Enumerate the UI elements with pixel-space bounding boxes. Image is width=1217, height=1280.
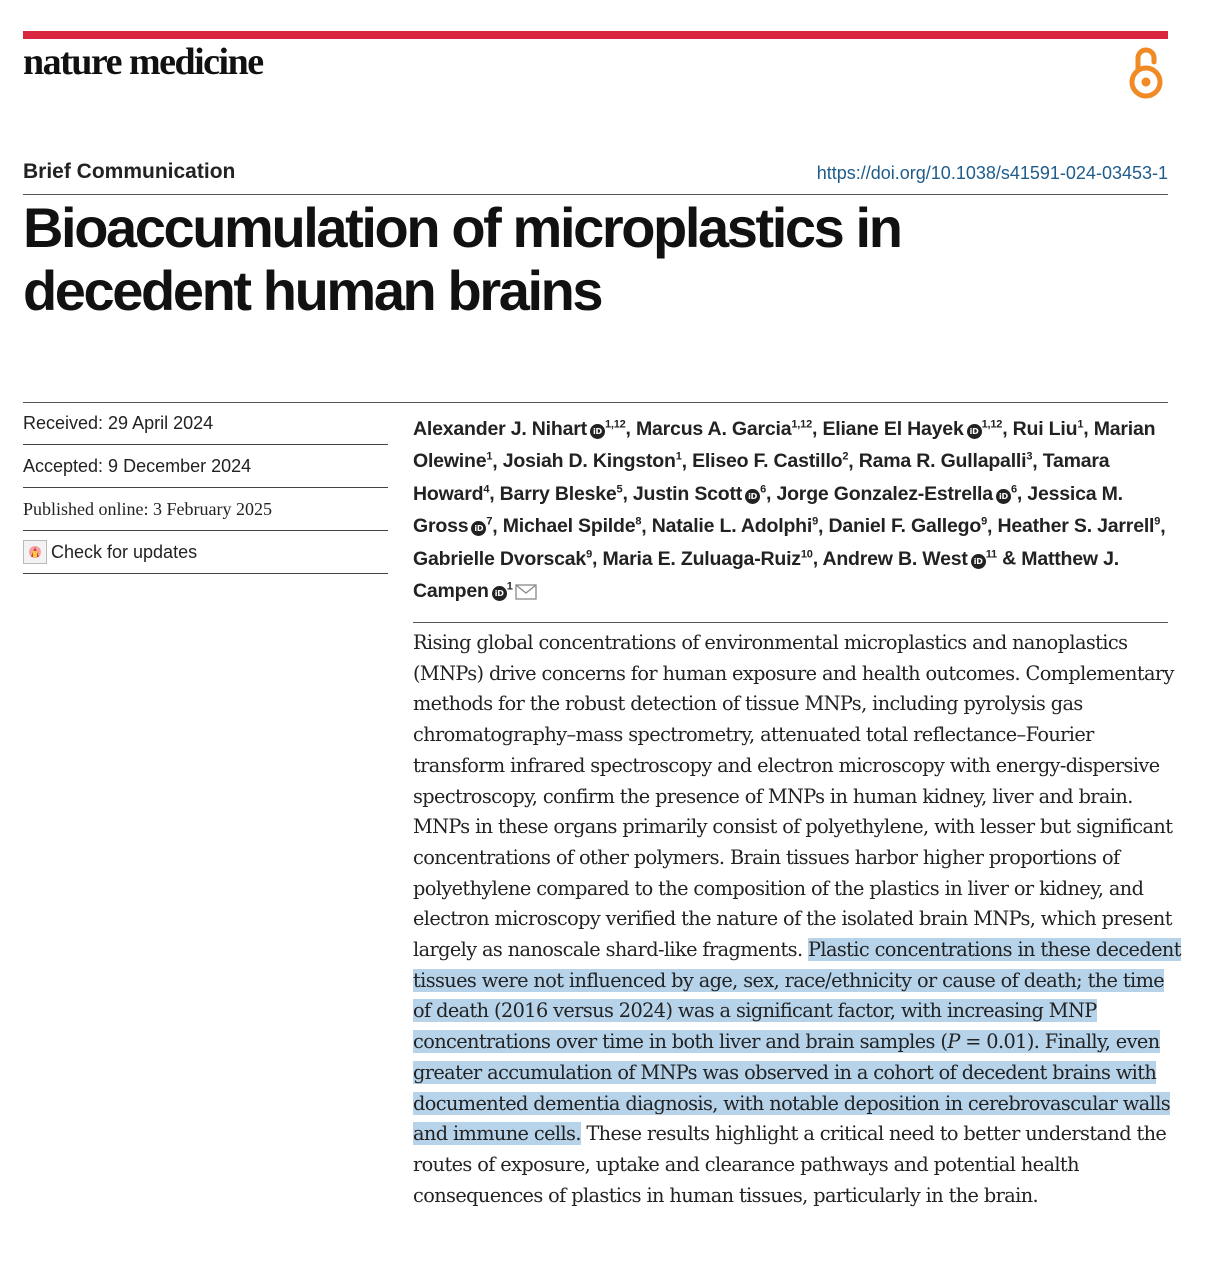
header-accent-bar bbox=[23, 31, 1168, 39]
orcid-icon[interactable]: iD bbox=[471, 521, 486, 536]
author-item bbox=[1013, 418, 1084, 440]
article-type: Brief Communication bbox=[23, 160, 236, 183]
author-name[interactable]: Alexander J. Nihart bbox=[413, 417, 587, 440]
affiliation-number: 6 bbox=[1010, 483, 1017, 495]
affiliation-number: 1,12 bbox=[981, 418, 1003, 430]
affiliation-number: 1 bbox=[506, 580, 513, 593]
author-separator: , bbox=[492, 515, 503, 537]
abstract-highlight: Plastic concentrations in these decedent tissues were not influenced by age, sex, race/ethnicity or cause of death; the time of death (2016 versus 2024) was a significant factor, with increasing MNP concentrations over time in both liver and brain samples (P = 0.01). Finally, even greater accumulation of MNPs was observed in a cohort of decedent brains with documented dementia diagnosis, with notable deposition in cerebrovascular walls and immune cells. bbox=[413, 938, 1181, 1146]
author-separator: , bbox=[987, 515, 998, 537]
article-title bbox=[23, 196, 1168, 322]
orcid-icon[interactable]: iD bbox=[492, 586, 507, 601]
author-name[interactable]: Barry Bleske bbox=[499, 482, 617, 505]
affiliation-number: 1,12 bbox=[604, 418, 626, 430]
check-for-updates-button[interactable] bbox=[23, 540, 197, 564]
abstract-intro: Rising global concentrations of environmental microplastics and nanoplastics (MNPs) drive concerns for human exposure and health outcomes. Complementary methods for the robust detection of tissue MNPs, including pyrolysis gas chromatography–mass spectrometry, attenuated total reflectance–Fourier transform infrared spectroscopy and electron microscopy with energy-dispersive spectroscopy, confirm the presence of MNPs in human kidney, liver and brain. MNPs in these organs primarily consist of polyethylene, with lesser but significant concentrations of other polymers. Brain tissues harbor higher proportions of polyethylene compared to the composition of the plastics in liver or kidney, and electron microscopy verified the nature of the isolated brain MNPs, which present largely as nanoscale shard-like fragments. bbox=[413, 631, 1174, 962]
author-separator: , bbox=[489, 482, 500, 505]
author-name[interactable]: Eliseo F. Castillo bbox=[692, 450, 843, 472]
orcid-icon[interactable]: iD bbox=[996, 489, 1011, 504]
author-separator: , bbox=[766, 482, 777, 505]
affiliation-number: 2 bbox=[842, 450, 849, 463]
author-item bbox=[776, 483, 1016, 505]
check-updates-label: Check for updates bbox=[51, 541, 198, 562]
author-name[interactable]: Josiah D. Kingston bbox=[502, 450, 676, 472]
author-separator: , bbox=[681, 450, 693, 472]
affiliation-number: 9 bbox=[586, 548, 593, 560]
author-item bbox=[633, 483, 766, 505]
title-divider bbox=[23, 194, 1168, 195]
author-separator: & bbox=[996, 547, 1022, 570]
orcid-icon[interactable]: iD bbox=[971, 554, 986, 569]
received-date: Received: 29 April 2024 bbox=[23, 402, 388, 445]
author-item bbox=[652, 515, 818, 537]
affiliation-number: 1 bbox=[675, 450, 682, 463]
author-separator: , bbox=[622, 482, 633, 505]
author-separator: , bbox=[492, 450, 503, 472]
author-item bbox=[503, 515, 642, 537]
author-name[interactable]: Michael Spilde bbox=[502, 515, 636, 537]
orcid-icon[interactable]: iD bbox=[745, 489, 760, 504]
author-separator: , bbox=[818, 515, 829, 537]
affiliation-number: 4 bbox=[483, 483, 490, 495]
author-item bbox=[692, 450, 848, 472]
orcid-icon[interactable]: iD bbox=[967, 424, 982, 439]
author-item bbox=[636, 418, 812, 440]
author-item bbox=[822, 548, 997, 570]
author-name[interactable]: Maria E. Zuluaga-Ruiz bbox=[602, 547, 801, 570]
affiliation-number: 5 bbox=[616, 483, 623, 495]
author-item bbox=[997, 515, 1160, 537]
author-list bbox=[413, 410, 1168, 605]
author-name[interactable]: Jessica M. Gross bbox=[413, 482, 1123, 537]
author-separator: , bbox=[812, 547, 823, 570]
affiliation-number: 1,12 bbox=[791, 418, 812, 430]
abstract bbox=[413, 628, 1183, 1211]
affiliation-number: 8 bbox=[635, 515, 642, 528]
email-icon[interactable] bbox=[515, 584, 537, 600]
author-name[interactable]: Marian Olewine bbox=[413, 417, 1156, 472]
author-separator: , bbox=[1160, 515, 1166, 537]
author-separator: , bbox=[641, 515, 652, 537]
check-updates-icon bbox=[23, 540, 47, 564]
author-item bbox=[413, 418, 626, 440]
affiliation-number: 3 bbox=[1026, 450, 1033, 463]
author-separator: , bbox=[625, 417, 636, 440]
author-item bbox=[503, 450, 682, 472]
author-name[interactable]: Gabrielle Dvorscak bbox=[413, 547, 587, 570]
published-date: Published online: 3 February 2025 bbox=[23, 488, 388, 531]
author-separator: , bbox=[1032, 450, 1043, 472]
author-name[interactable]: Tamara Howard bbox=[413, 450, 1110, 505]
author-item bbox=[822, 418, 1002, 440]
author-separator: , bbox=[592, 547, 603, 570]
author-name[interactable]: Natalie L. Adolphi bbox=[651, 515, 813, 537]
title-line-1: Bioaccumulation of microplastics in bbox=[23, 196, 901, 259]
affiliation-number: 6 bbox=[760, 483, 767, 495]
author-name[interactable]: Rui Liu bbox=[1012, 417, 1078, 440]
author-name[interactable]: Eliane El Hayek bbox=[822, 417, 964, 440]
author-separator: , bbox=[848, 450, 859, 472]
journal-logo[interactable]: nature medicine bbox=[23, 41, 263, 83]
author-name[interactable]: Andrew B. West bbox=[822, 547, 968, 570]
open-access-lock-icon bbox=[1126, 44, 1166, 100]
affiliation-number: 1 bbox=[486, 450, 493, 463]
affiliation-number: 9 bbox=[812, 515, 819, 528]
affiliation-number: 1 bbox=[1077, 418, 1084, 430]
author-name[interactable]: Matthew J. Campen bbox=[413, 547, 1119, 602]
author-separator: , bbox=[1083, 417, 1094, 440]
author-separator: , bbox=[1016, 482, 1028, 505]
author-item bbox=[602, 548, 812, 570]
author-name[interactable]: Jorge Gonzalez-Estrella bbox=[776, 482, 993, 505]
orcid-icon[interactable]: iD bbox=[590, 424, 605, 439]
affiliation-number: 7 bbox=[486, 515, 493, 528]
author-name[interactable]: Rama R. Gullapalli bbox=[858, 450, 1027, 472]
title-line-2: decedent human brains bbox=[23, 259, 602, 322]
abstract-divider bbox=[413, 622, 1168, 623]
author-separator: , bbox=[812, 417, 823, 440]
affiliation-number: 10 bbox=[800, 548, 813, 560]
article-history bbox=[23, 402, 388, 574]
abstract-conclusion: These results highlight a critical need to better understand the routes of exposure, uptake and clearance pathways and potential health consequences of plastics in human tissues, particularly in the brain. bbox=[413, 1122, 1167, 1207]
doi-link[interactable]: https://doi.org/10.1038/s41591-024-03453-1 bbox=[816, 163, 1168, 183]
author-item bbox=[500, 483, 623, 505]
p-value-symbol: P bbox=[947, 1030, 960, 1054]
author-item bbox=[413, 548, 592, 570]
affiliation-number: 11 bbox=[985, 548, 997, 560]
affiliation-number: 9 bbox=[981, 515, 988, 528]
author-item bbox=[828, 515, 987, 537]
accepted-date: Accepted: 9 December 2024 bbox=[23, 445, 388, 488]
check-updates-row bbox=[23, 531, 388, 574]
affiliation-number: 9 bbox=[1154, 515, 1161, 528]
author-name[interactable]: Marcus A. Garcia bbox=[635, 417, 792, 440]
author-name[interactable]: Daniel F. Gallego bbox=[828, 515, 982, 537]
author-item bbox=[859, 450, 1033, 472]
author-name[interactable]: Heather S. Jarrell bbox=[997, 515, 1155, 537]
author-separator: , bbox=[1002, 417, 1013, 440]
author-name[interactable]: Justin Scott bbox=[632, 482, 743, 505]
